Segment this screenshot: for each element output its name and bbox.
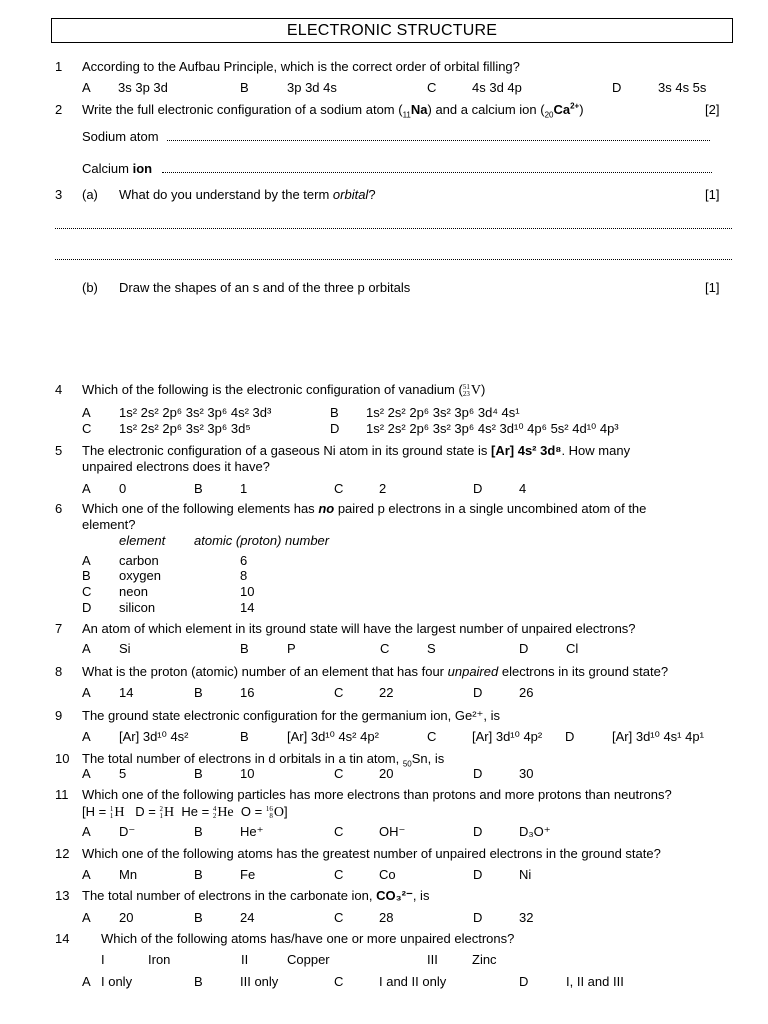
- q9-option-a-letter: A: [82, 729, 91, 744]
- q11-text: Which one of the following particles has more electrons than protons and more protons than neutrons?: [82, 787, 672, 802]
- q9-option-a: [Ar] 3d¹⁰ 4s²: [119, 729, 189, 744]
- q1-option-a: 3s 3p 3d: [118, 80, 168, 95]
- q3b-text: Draw the shapes of an s and of the three p orbitals: [119, 280, 411, 295]
- q6-row-a-number: 6: [240, 553, 248, 568]
- q1-option-d: 3s 4s 5s: [658, 80, 707, 95]
- q11-nuclide-key: [H = 1 1H D = 2 1H He = 4 2He O = 16 8O]: [82, 804, 288, 820]
- q12-option-b: Fe: [240, 867, 256, 882]
- title-box: [51, 18, 733, 43]
- q10-option-d-letter: D: [473, 766, 483, 781]
- q8-text: What is the proton (atomic) number of an element that has four unpaired electrons in its ground state?: [82, 664, 669, 679]
- q4-option-a: 1s² 2s² 2p⁶ 3s² 3p⁶ 4s² 3d³: [119, 405, 272, 420]
- q1-option-b: 3p 3d 4s: [287, 80, 337, 95]
- q5-text-line1: The electronic configuration of a gaseous Ni atom in its ground state is [Ar] 4s² 3d⁸. How many: [82, 443, 631, 458]
- q14-option-b-letter: B: [194, 974, 203, 989]
- q9-option-d: [Ar] 3d¹⁰ 4s¹ 4p¹: [612, 729, 704, 744]
- q7-option-c-letter: C: [380, 641, 390, 656]
- q9-option-d-letter: D: [565, 729, 575, 744]
- q14-item-2-roman: II: [241, 952, 249, 967]
- q10-option-c-letter: C: [334, 766, 344, 781]
- q3-number: 3: [55, 187, 63, 202]
- q8-option-c: 22: [379, 685, 394, 700]
- q10-option-b: 10: [240, 766, 255, 781]
- q13-number: 13: [55, 888, 70, 903]
- q2-number: 2: [55, 102, 63, 117]
- q10-option-b-letter: B: [194, 766, 203, 781]
- q3a-text: What do you understand by the term orbital?: [119, 187, 376, 202]
- q6-row-b-element: oxygen: [119, 568, 161, 583]
- q14-item-1-name: Iron: [148, 952, 171, 967]
- q13-option-b-letter: B: [194, 910, 203, 925]
- q12-option-c-letter: C: [334, 867, 344, 882]
- q6-row-d-letter: D: [82, 600, 92, 615]
- q13-option-c-letter: C: [334, 910, 344, 925]
- q10-option-a: 5: [119, 766, 127, 781]
- q6-row-c-letter: C: [82, 584, 92, 599]
- q4-text: Which of the following is the electronic configuration of vanadium (51 23V): [82, 382, 486, 398]
- q5-option-d: 4: [519, 481, 527, 496]
- q5-option-d-letter: D: [473, 481, 483, 496]
- q2-text: Write the full electronic configuration of a sodium atom $(_{11}Na)$ and a calcium ion $(_{20}Ca^{2+})$: [82, 101, 584, 120]
- q1-number: 1: [55, 59, 63, 74]
- q8-option-a: 14: [119, 685, 134, 700]
- q7-number: 7: [55, 621, 63, 636]
- q8-option-b-letter: B: [194, 685, 203, 700]
- q11-option-a-letter: A: [82, 824, 91, 839]
- q7-option-d: Cl: [566, 641, 579, 656]
- sodium-atom-label: Sodium atom: [82, 129, 159, 144]
- q14-option-d: I, II and III: [566, 974, 624, 989]
- q12-number: 12: [55, 846, 70, 861]
- q7-option-c: S: [427, 641, 436, 656]
- q6-col-atomic-number: atomic (proton) number: [194, 533, 330, 548]
- q13-option-c: 28: [379, 910, 394, 925]
- q6-row-c-element: neon: [119, 584, 148, 599]
- q9-text: The ground state electronic configuration for the germanium ion, Ge²⁺, is: [82, 708, 501, 723]
- q11-option-a: D⁻: [119, 824, 136, 839]
- q13-option-b: 24: [240, 910, 255, 925]
- q5-option-a: 0: [119, 481, 127, 496]
- q9-option-b-letter: B: [240, 729, 249, 744]
- q7-option-b: P: [287, 641, 296, 656]
- q5-option-c-letter: C: [334, 481, 344, 496]
- q6-row-a-letter: A: [82, 553, 91, 568]
- q14-option-c: I and II only: [379, 974, 447, 989]
- q3a-answer-line-1[interactable]: [55, 228, 732, 229]
- q7-option-a: Si: [119, 641, 131, 656]
- q9-option-c: [Ar] 3d¹⁰ 4p²: [472, 729, 543, 744]
- q2-marks: [2]: [705, 102, 720, 117]
- q13-option-d-letter: D: [473, 910, 483, 925]
- q5-number: 5: [55, 443, 63, 458]
- q14-option-a: I only: [101, 974, 133, 989]
- q6-text-line2: element?: [82, 517, 136, 532]
- q5-text-line2: unpaired electrons does it have?: [82, 459, 270, 474]
- q4-option-c-letter: C: [82, 421, 92, 436]
- q11-option-b-letter: B: [194, 824, 203, 839]
- q4-option-a-letter: A: [82, 405, 91, 420]
- q8-option-c-letter: C: [334, 685, 344, 700]
- q9-number: 9: [55, 708, 63, 723]
- q14-number: 14: [55, 931, 70, 946]
- q8-option-a-letter: A: [82, 685, 91, 700]
- q10-number: 10: [55, 751, 70, 766]
- q4-option-d-letter: D: [330, 421, 340, 436]
- q12-option-d: Ni: [519, 867, 532, 882]
- q12-text: Which one of the following atoms has the greatest number of unpaired electrons in the ground state?: [82, 846, 661, 861]
- q7-option-b-letter: B: [240, 641, 249, 656]
- q7-option-d-letter: D: [519, 641, 529, 656]
- q1-option-c-letter: C: [427, 80, 437, 95]
- q12-option-a: Mn: [119, 867, 138, 882]
- q5-option-a-letter: A: [82, 481, 91, 496]
- q5-option-c: 2: [379, 481, 387, 496]
- vanadium-nuclide-numbers: 51 23: [462, 382, 470, 398]
- q14-text: Which of the following atoms has/have one or more unpaired electrons?: [101, 931, 515, 946]
- q3a-label: (a): [82, 187, 98, 202]
- q12-option-b-letter: B: [194, 867, 203, 882]
- q6-number: 6: [55, 501, 63, 516]
- q4-option-b: 1s² 2s² 2p⁶ 3s² 3p⁶ 3d⁴ 4s¹: [366, 405, 520, 420]
- q6-col-element: element: [119, 533, 166, 548]
- q6-row-a-element: carbon: [119, 553, 159, 568]
- q4-option-b-letter: B: [330, 405, 339, 420]
- calcium-ion-label: Calcium ion: [82, 161, 153, 176]
- q9-option-c-letter: C: [427, 729, 437, 744]
- q14-item-1-roman: I: [101, 952, 105, 967]
- q3b-marks: [1]: [705, 280, 720, 295]
- q5-option-b: 1: [240, 481, 248, 496]
- q3a-marks: [1]: [705, 187, 720, 202]
- q1-option-c: 4s 3d 4p: [472, 80, 522, 95]
- q8-option-d: 26: [519, 685, 534, 700]
- q3a-answer-line-2[interactable]: [55, 259, 732, 260]
- q12-option-a-letter: A: [82, 867, 91, 882]
- q14-option-b: III only: [240, 974, 279, 989]
- q10-option-a-letter: A: [82, 766, 91, 781]
- q4-option-c: 1s² 2s² 2p⁶ 3s² 3p⁶ 3d⁵: [119, 421, 251, 436]
- q11-option-c: OH⁻: [379, 824, 406, 839]
- q13-text: The total number of electrons in the carbonate ion, CO₃²⁻, is: [82, 888, 430, 903]
- q13-option-a: 20: [119, 910, 134, 925]
- q11-option-c-letter: C: [334, 824, 344, 839]
- q8-number: 8: [55, 664, 63, 679]
- q12-option-c: Co: [379, 867, 396, 882]
- q4-number: 4: [55, 382, 63, 397]
- q14-item-3-roman: III: [427, 952, 438, 967]
- q6-row-b-number: 8: [240, 568, 248, 583]
- q11-option-d: D₃O⁺: [519, 824, 551, 839]
- q1-option-b-letter: B: [240, 80, 249, 95]
- q1-option-a-letter: A: [82, 80, 91, 95]
- q8-option-d-letter: D: [473, 685, 483, 700]
- q11-option-d-letter: D: [473, 824, 483, 839]
- q3b-label: (b): [82, 280, 98, 295]
- q7-option-a-letter: A: [82, 641, 91, 656]
- page-title: ELECTRONIC STRUCTURE: [286, 22, 498, 39]
- q10-text: The total number of electrons in d orbitals in a tin atom, $_{50}$Sn, is: [82, 751, 445, 769]
- q13-option-a-letter: A: [82, 910, 91, 925]
- q14-option-a-letter: A: [82, 974, 91, 989]
- q5-option-b-letter: B: [194, 481, 203, 496]
- q4-option-d: 1s² 2s² 2p⁶ 3s² 3p⁶ 4s² 3d¹⁰ 4p⁶ 5s² 4d¹⁰ 4p³: [366, 421, 619, 436]
- q14-item-3-name: Zinc: [472, 952, 497, 967]
- q6-row-b-letter: B: [82, 568, 91, 583]
- q11-number: 11: [55, 787, 69, 802]
- q7-text: An atom of which element in its ground state will have the largest number of unpaired electrons?: [82, 621, 636, 636]
- q6-row-d-element: silicon: [119, 600, 156, 615]
- q13-option-d: 32: [519, 910, 534, 925]
- q10-option-c: 20: [379, 766, 394, 781]
- q8-option-b: 16: [240, 685, 255, 700]
- q1-text: According to the Aufbau Principle, which is the correct order of orbital filling?: [82, 59, 520, 74]
- q10-option-d: 30: [519, 766, 534, 781]
- calcium-answer-line[interactable]: [162, 172, 712, 173]
- q12-option-d-letter: D: [473, 867, 483, 882]
- q6-text-line1: Which one of the following elements has no paired p electrons in a single uncombined atom of the: [82, 501, 647, 516]
- q14-option-d-letter: D: [519, 974, 529, 989]
- q6-row-d-number: 14: [240, 600, 255, 615]
- q14-option-c-letter: C: [334, 974, 344, 989]
- q6-row-c-number: 10: [240, 584, 255, 599]
- sodium-answer-line[interactable]: [167, 140, 710, 141]
- q9-option-b: [Ar] 3d¹⁰ 4s² 4p²: [287, 729, 379, 744]
- q1-option-d-letter: D: [612, 80, 622, 95]
- q14-item-2-name: Copper: [287, 952, 330, 967]
- q11-option-b: He⁺: [240, 824, 264, 839]
